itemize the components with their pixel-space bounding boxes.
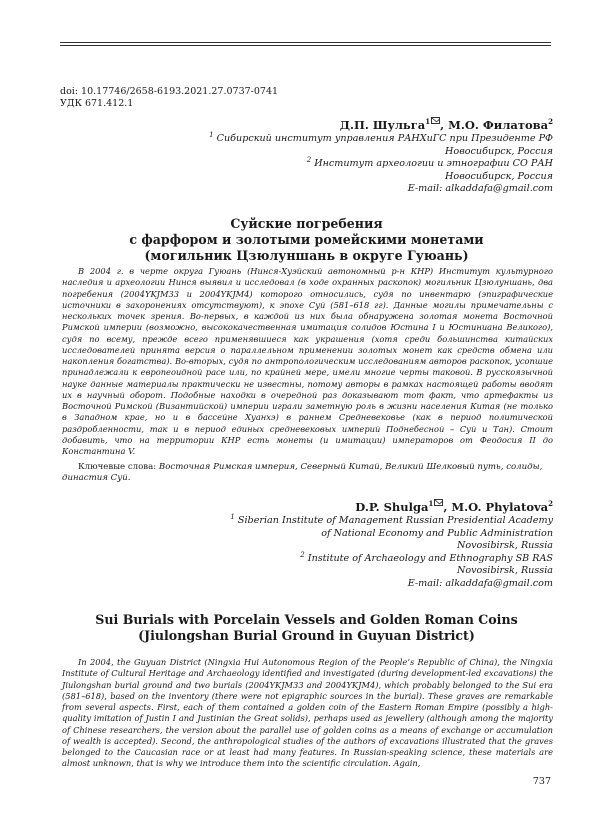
author-sep-ru: ,: [440, 118, 449, 132]
affiliations-en: [113, 512, 553, 591]
title-ru: [60, 216, 553, 264]
title-ru-line3: (могильник Цзюлуншань в округе Гуюань): [144, 248, 469, 263]
affil1-ru: Сибирский институт управления РАНХиГС при Президенте РФ: [216, 133, 553, 144]
author2-sup-ru: 2: [548, 117, 553, 127]
authors-en: [355, 500, 553, 514]
title-en-line1: Sui Burials with Porcelain Vessels and Golden Roman Coins: [95, 612, 518, 627]
author1-sup-ru: 1: [425, 117, 431, 127]
header-rule: [60, 42, 551, 43]
author-sep-en: ,: [443, 500, 452, 514]
affiliations-ru: [113, 130, 553, 196]
affil2-sup-ru: 2: [306, 156, 312, 164]
author1-sup-en: 1: [428, 499, 434, 509]
udk: УДК 671.412.1: [60, 98, 134, 109]
affil1-line2-en: of National Economy and Public Administration: [321, 527, 553, 539]
envelope-icon: [434, 499, 443, 506]
affil2-en: Institute of Archaeology and Ethnography SB RAS: [307, 552, 553, 564]
envelope-icon: [431, 117, 440, 124]
affil2-sup-en: 2: [300, 550, 305, 559]
author1-ru: Д.П. Шульга: [339, 118, 426, 132]
affil2-ru: Институт археологии и этнографии СО РАН: [314, 158, 553, 170]
header-rule-thin: [60, 45, 551, 46]
title-en-line2: (Jiulongshan Burial Ground in Guyuan District): [138, 628, 475, 643]
abstract-ru: В 2004 г. в черте округа Гуюань (Нинся-Хуэйский автономный р-н КНР) Институт культурного наследия и археологии Нинся выявил и исследовал (в ходе охранных раскопок) могильник Цзюлуншань, два погребения (2004YKJM33 и 2004YKJM4) которого относились, судя по инвентарю (эпиграфические источники в захоронениях отсутствуют), к эпохе Суй (581–618 гг). Данные могилы примечательны с нескольких точек зрения. Во-первых, в каждой из них была обнаружена золотая монета Восточной Римской империи (возможно, высококачественная имитация солидов Юстина I и Юстиниана Великого), судя по всему, прежде всего применявшиеся как украшения (хотя среди большинства китайских исследователей принята версия о параллельном применении золотых монет как средств обмена или накопления богатства). Во-вторых, судя по антропологическим исследованиям авторов раскопок, усопшие принадлежали к европеоидной расе или, по крайней мере, имели многие черты таковой. В русскоязычной науке данные материалы практически не известны, потому авторы в рамках настоящей работы вводят их в научный оборот. Подобные находки в очередной раз доказывают тот факт, что артефакты из Восточной Римской (Византийской) империи играли заметную роль в жизни населения Китая (не только в Западном крае, но и в бассейне Хуанхэ) в раннем Средневековье (как в период политической раздробленности, так и в период единых средневековых империй Поднебесной – Суй и Тан). Стоит добавить, что на территории КНР есть монеты (и имитации) императоров от Феодосия II до Константина V.: [62, 266, 553, 456]
title-en: [60, 612, 553, 644]
authors-ru: [340, 118, 553, 132]
author2-ru: М.О. Филатова: [448, 118, 549, 132]
email-en: E-mail: alkaddafa@gmail.com: [407, 577, 553, 589]
title-ru-line2: с фарфором и золотыми ромейскими монетами: [129, 232, 484, 247]
author2-sup-en: 2: [548, 499, 553, 509]
author2-en: M.O. Phylatova: [451, 500, 549, 514]
keywords-value-ru: Восточная Римская империя, Северный Китай, Великий Шелковый путь, солиды, династия Суй.: [62, 462, 543, 483]
abstract-en: In 2004, the Guyuan District (Ningxia Hui Autonomous Region of the People’s Republic of China), the Ningxia Institute of Cultural Heritage and Archaeology identified and investigated (during development-led excavations) the Jiulongshan burial ground and two burials (2004YKJM33 and 2004YKJM4), which probably belonged to the Sui era (581–618), based on the inventory (there were not epigraphic sources in the burial). These graves are remarkable from several aspects. First, each of them contained a golden coin of the Eastern Roman Empire (possibly a high-quality imitation of Justin I and Justinian the Great solids), perhaps used as jewellery (although among the majority of Chinese researchers, the version about the parallel use of golden coins as a means of exchange or accumulation of wealth is accepted). Second, the anthropological studies of the authors of excavations illustrated that the graves belonged to the Caucasian race or at least had many features. In Russian-speaking science, these materials are almost unknown, that is why we introduce them into the scientific circulation. Again,: [62, 657, 553, 769]
keywords-ru: [62, 462, 553, 484]
doi: doi: 10.17746/2658-6193.2021.27.0737-0741: [60, 86, 279, 97]
affil1-city-ru: Новосибирск, Россия: [445, 145, 553, 157]
affil2-city-ru: Новосибирск, Россия: [445, 170, 553, 182]
affil1-sup-en: 1: [230, 512, 235, 521]
affil1-city-en: Novosibirsk, Russia: [456, 540, 553, 552]
email-ru: E-mail: alkaddafa@gmail.com: [407, 183, 553, 195]
keywords-label-ru: Ключевые слова:: [78, 462, 159, 472]
affil1-sup-ru: 1: [209, 130, 214, 139]
affil1-en: Siberian Institute of Management Russian Presidential Academy: [237, 515, 553, 526]
affil2-city-en: Novosibirsk, Russia: [456, 565, 553, 577]
title-ru-line1: Суйские погребения: [230, 216, 383, 231]
author1-en: D.P. Shulga: [355, 500, 429, 514]
article-meta: [60, 86, 278, 110]
page-number: 737: [532, 776, 551, 787]
